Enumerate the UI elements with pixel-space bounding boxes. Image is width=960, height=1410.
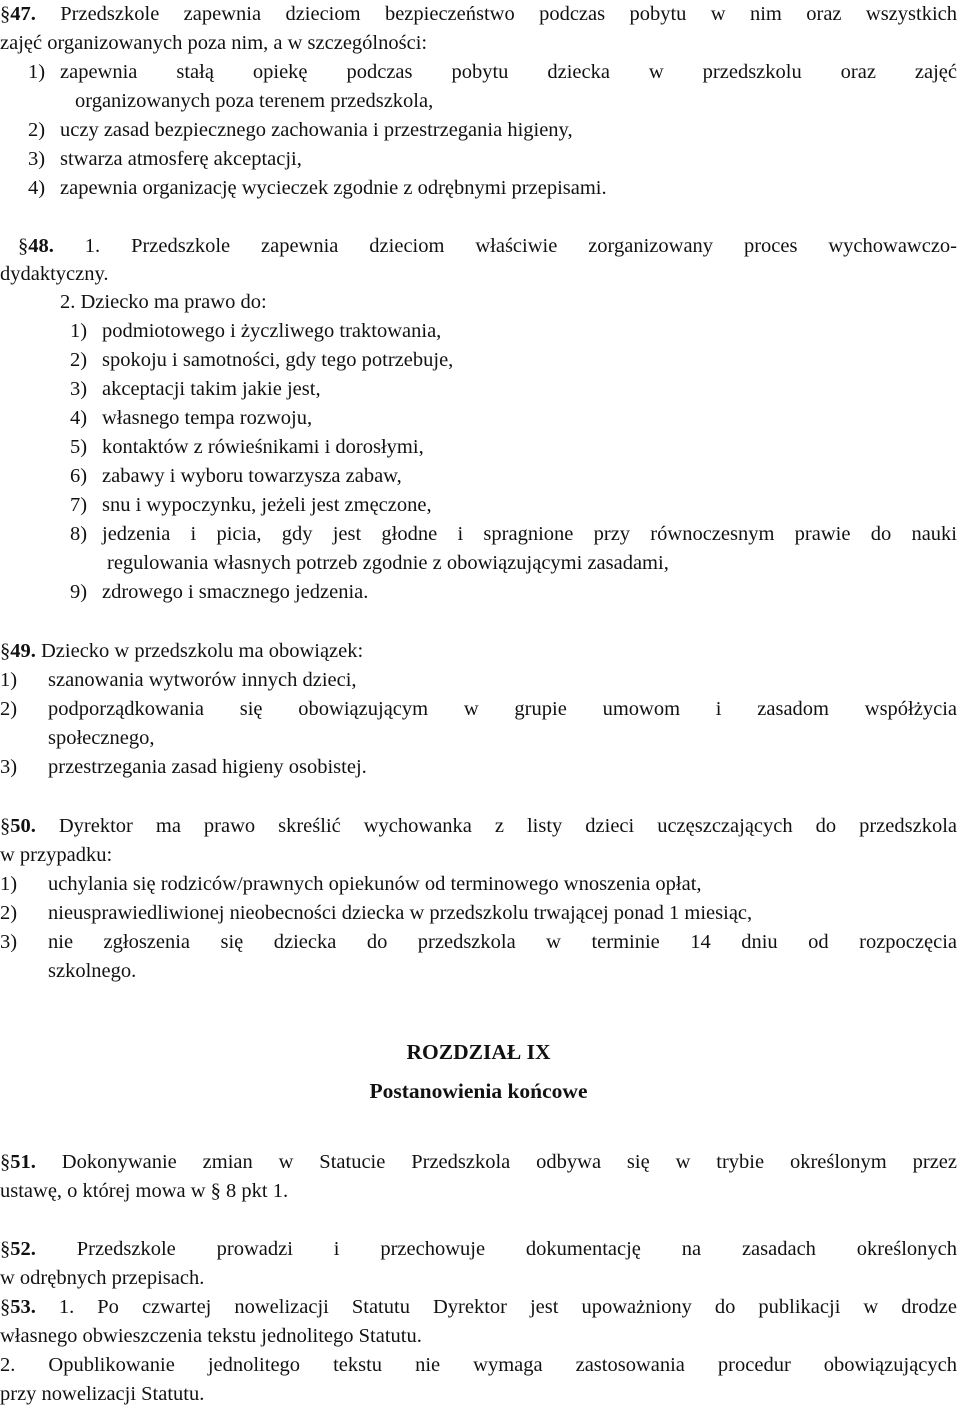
s48-item-7: 7) snu i wypoczynku, jeżeli jest zmęczone, [70,494,432,516]
s53-p1-line2: własnego obwieszczenia tekstu jednolitego Statutu. [0,1325,422,1347]
section-symbol-icon: § [0,1296,11,1318]
s48-item-8-cont: regulowania własnych potrzeb zgodnie z obowiązującymi zasadami, [107,552,669,574]
section-symbol-icon: § [0,1238,11,1260]
s52-line1: §52. Przedszkole prowadzi i przechowuje dokumentację na zasadach określonych [0,1238,957,1260]
chapter-subtitle: Postanowienia końcowe [369,1079,588,1103]
s48-p1-line2: dydaktyczny. [0,263,109,285]
s47-intro-line1 [0,0,957,29]
s47-item-2: 2) uczy zasad bezpiecznego zachowania i przestrzegania higieny, [28,119,573,141]
s47-item-1-cont: organizowanych poza terenem przedszkola, [75,90,434,112]
s49-item-2: 2) podporządkowania się obowiązującym w grupie umowom i zasadom współżycia [0,698,957,720]
s50-item-1: 1) uchylania się rodziców/prawnych opiekunów od terminowego wnoszenia opłat, [0,873,702,895]
s48-item-4: 4) własnego tempa rozwoju, [70,407,313,429]
s53-p2-line2: przy nowelizacji Statutu. [0,1383,205,1405]
s47-intro1: Przedszkole zapewnia dzieciom bezpieczeństwo podczas pobytu w nim oraz wszystkich [60,3,957,25]
section-symbol-icon: § [0,3,11,25]
s47-intro-line2: zajęć organizowanych poza nim, a w szczególności: [0,32,428,54]
s48-item-3: 3) akceptacji takim jakie jest, [70,378,321,400]
s47-item-3: 3) stwarza atmosferę akceptacji, [28,148,302,170]
s53-p1-line1: §53. 1. Po czwartej nowelizacji Statutu Dyrektor jest upoważniony do publikacji w drodze [0,1296,957,1318]
s48-p1-line1: §48. 1. Przedszkole zapewnia dzieciom właściwie zorganizowany proces wychowawczo- [0,232,957,261]
s48-item-9: 9) zdrowego i smacznego jedzenia. [70,581,369,603]
s48-item-8: 8) jedzenia i picia, gdy jest głodne i spragnione przy równoczesnym prawie do nauki [70,523,957,545]
s52-line2: w odrębnych przepisach. [0,1267,205,1289]
s49-item-1: 1) szanowania wytworów innych dzieci, [0,669,357,691]
s47-item-4: 4) zapewnia organizację wycieczek zgodnie z odrębnymi przepisami. [28,177,607,199]
s50-item-2: 2) nieusprawiedliwionej nieobecności dziecka w przedszkolu trwającej ponad 1 miesiąc, [0,902,753,924]
s48-p2: 2. Dziecko ma prawo do: [60,291,267,313]
s47-number: 47. [10,3,36,25]
s48-item-6: 6) zabawy i wyboru towarzysza zabaw, [70,465,402,487]
s50-item-3-cont: szkolnego. [48,960,137,982]
section-symbol-icon: § [18,235,29,257]
s51-line1: §51. Dokonywanie zmian w Statucie Przedszkola odbywa się w trybie określonym przez [0,1151,957,1173]
s48-item-1: 1) podmiotowego i życzliwego traktowania, [70,320,442,342]
s50-intro-line2: w przypadku: [0,844,113,866]
s50-intro-line1: §50. Dyrektor ma prawo skreślić wychowanka z listy dzieci uczęszczających do przedszkola [0,815,958,837]
section-symbol-icon: § [0,1151,11,1173]
s49-item-2-cont: społecznego, [48,727,155,749]
s48-item-5: 5) kontaktów z rówieśnikami i dorosłymi, [70,436,424,458]
s50-item-3: 3) nie zgłoszenia się dziecka do przedszkola w terminie 14 dniu od rozpoczęcia [0,931,957,953]
s49-item-3: 3) przestrzegania zasad higieny osobistej. [0,756,367,778]
s49-intro: §49. Dziecko w przedszkolu ma obowiązek: [0,640,364,662]
section-symbol-icon: § [0,640,11,662]
chapter-title: ROZDZIAŁ IX [406,1040,551,1064]
section-symbol-icon: § [0,815,11,837]
s53-p2-line1: 2. Opublikowanie jednolitego tekstu nie wymaga zastosowania procedur obowiązujących [0,1354,957,1376]
s51-line2: ustawę, o której mowa w § 8 pkt 1. [0,1180,289,1202]
s48-item-2: 2) spokoju i samotności, gdy tego potrzebuje, [70,349,454,371]
s47-item-1: 1) zapewnia stałą opiekę podczas pobytu dziecka w przedszkolu oraz zajęć [28,61,957,83]
